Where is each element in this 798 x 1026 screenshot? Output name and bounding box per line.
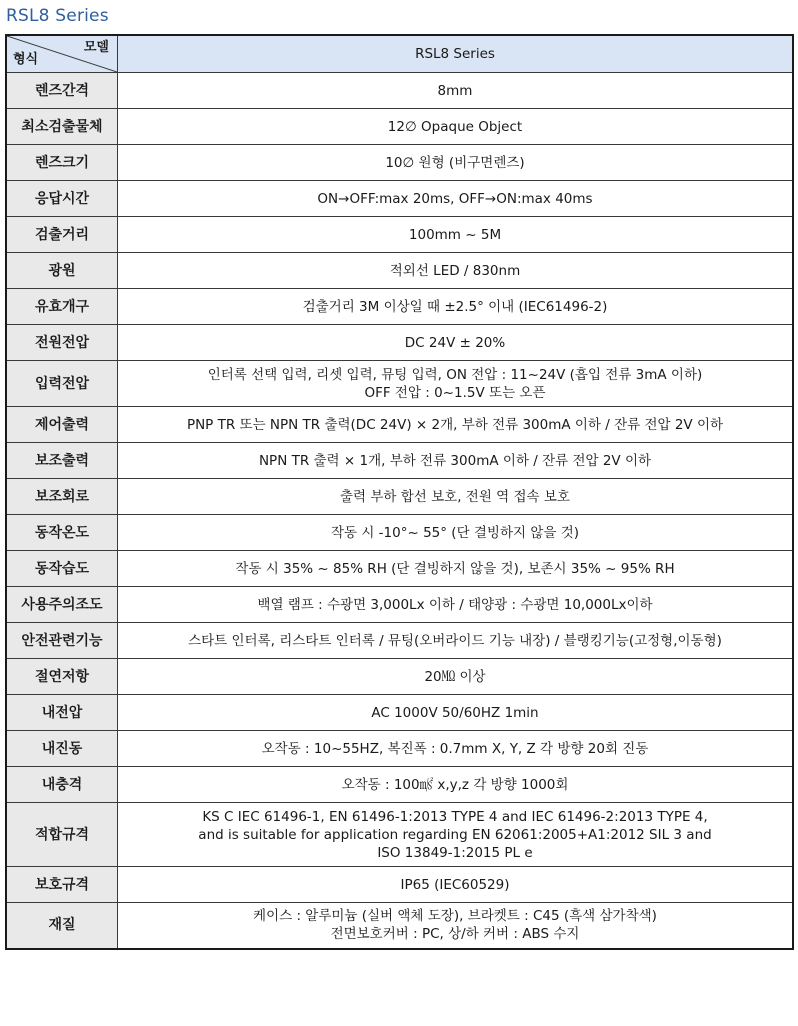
- row-value: 작동 시 35% ~ 85% RH (단 결빙하지 않을 것), 보존시 35% ~ 95% RH: [118, 551, 794, 587]
- row-label: 전원전압: [6, 325, 118, 361]
- row-label: 제어출력: [6, 407, 118, 443]
- row-label: 사용주의조도: [6, 587, 118, 623]
- row-value: 8mm: [118, 73, 794, 109]
- row-value: 12∅ Opaque Object: [118, 109, 794, 145]
- row-value: PNP TR 또는 NPN TR 출력(DC 24V) × 2개, 부하 전류 300mA 이하 / 잔류 전압 2V 이하: [118, 407, 794, 443]
- table-row: [6, 407, 793, 443]
- row-label: 입력전압: [6, 361, 118, 407]
- row-value: 100mm ~ 5M: [118, 217, 794, 253]
- row-value: DC 24V ± 20%: [118, 325, 794, 361]
- table-row: [6, 289, 793, 325]
- row-label: 동작습도: [6, 551, 118, 587]
- row-value: 인터록 선택 입력, 리셋 입력, 뮤팅 입력, ON 전압 : 11~24V (흡입 전류 3mA 이하) OFF 전압 : 0~1.5V 또는 오픈: [118, 361, 794, 407]
- row-value: AC 1000V 50/60HZ 1min: [118, 695, 794, 731]
- table-row: [6, 443, 793, 479]
- row-label: 렌즈간격: [6, 73, 118, 109]
- row-value: 스타트 인터록, 리스타트 인터록 / 뮤팅(오버라이드 기능 내장) / 블랭킹기능(고정형,이동형): [118, 623, 794, 659]
- table-row: [6, 217, 793, 253]
- row-value: NPN TR 출력 × 1개, 부하 전류 300mA 이하 / 잔류 전압 2V 이하: [118, 443, 794, 479]
- row-value: 검출거리 3M 이상일 때 ±2.5° 이내 (IEC61496-2): [118, 289, 794, 325]
- row-value: 출력 부하 합선 보호, 전원 역 접속 보호: [118, 479, 794, 515]
- table-row: [6, 73, 793, 109]
- row-label: 보조회로: [6, 479, 118, 515]
- table-row: [6, 867, 793, 903]
- row-value: 작동 시 -10°~ 55° (단 결빙하지 않을 것): [118, 515, 794, 551]
- table-row: [6, 695, 793, 731]
- row-label: 재질: [6, 903, 118, 949]
- row-label: 보호규격: [6, 867, 118, 903]
- row-label: 최소검출물체: [6, 109, 118, 145]
- row-label: 내전압: [6, 695, 118, 731]
- row-value: 백열 램프 : 수광면 3,000Lx 이하 / 태양광 : 수광면 10,000Lx이하: [118, 587, 794, 623]
- row-value: 10∅ 원형 (비구면렌즈): [118, 145, 794, 181]
- table-row: [6, 181, 793, 217]
- header-model-value: RSL8 Series: [118, 35, 794, 73]
- table-row: [6, 109, 793, 145]
- row-label: 렌즈크기: [6, 145, 118, 181]
- row-label: 응답시간: [6, 181, 118, 217]
- table-row: [6, 903, 793, 949]
- table-row: [6, 803, 793, 867]
- page-title: RSL8 Series: [6, 6, 109, 26]
- row-label: 동작온도: [6, 515, 118, 551]
- header-model-label: 모델: [83, 40, 109, 55]
- row-label: 내충격: [6, 767, 118, 803]
- row-value: KS C IEC 61496-1, EN 61496-1:2013 TYPE 4 and IEC 61496-2:2013 TYPE 4, and is suitable for application regarding EN 62061:2005+A1:2012 SIL 3 and ISO 13849-1:2015 PL e: [118, 803, 794, 867]
- table-row: [6, 361, 793, 407]
- table-row: [6, 479, 793, 515]
- row-label: 절연저항: [6, 659, 118, 695]
- spec-table: [5, 34, 794, 950]
- row-value: IP65 (IEC60529): [118, 867, 794, 903]
- row-label: 검출거리: [6, 217, 118, 253]
- table-row: [6, 587, 793, 623]
- row-value: ON→OFF:max 20ms, OFF→ON:max 40ms: [118, 181, 794, 217]
- row-label: 적합규격: [6, 803, 118, 867]
- table-row: [6, 731, 793, 767]
- table-header-row: [6, 35, 793, 73]
- table-row: [6, 325, 793, 361]
- table-row: [6, 515, 793, 551]
- row-label: 내진동: [6, 731, 118, 767]
- table-row: [6, 145, 793, 181]
- table-row: [6, 767, 793, 803]
- row-value: 오작동 : 10~55HZ, 복진폭 : 0.7mm X, Y, Z 각 방향 20회 진동: [118, 731, 794, 767]
- row-value: 케이스 : 알루미늄 (실버 액체 도장), 브라켓트 : C45 (흑색 삼가착색) 전면보호커버 : PC, 상/하 커버 : ABS 수지: [118, 903, 794, 949]
- row-value: 20㏁ 이상: [118, 659, 794, 695]
- table-row: [6, 551, 793, 587]
- row-label: 광원: [6, 253, 118, 289]
- row-label: 보조출력: [6, 443, 118, 479]
- table-row: [6, 659, 793, 695]
- row-label: 안전관련기능: [6, 623, 118, 659]
- header-type-label: 형식: [13, 52, 39, 67]
- table-row: [6, 253, 793, 289]
- row-value: 오작동 : 100㎨ x,y,z 각 방향 1000회: [118, 767, 794, 803]
- row-label: 유효개구: [6, 289, 118, 325]
- table-row: [6, 623, 793, 659]
- row-value: 적외선 LED / 830nm: [118, 253, 794, 289]
- header-corner-cell: [6, 35, 118, 73]
